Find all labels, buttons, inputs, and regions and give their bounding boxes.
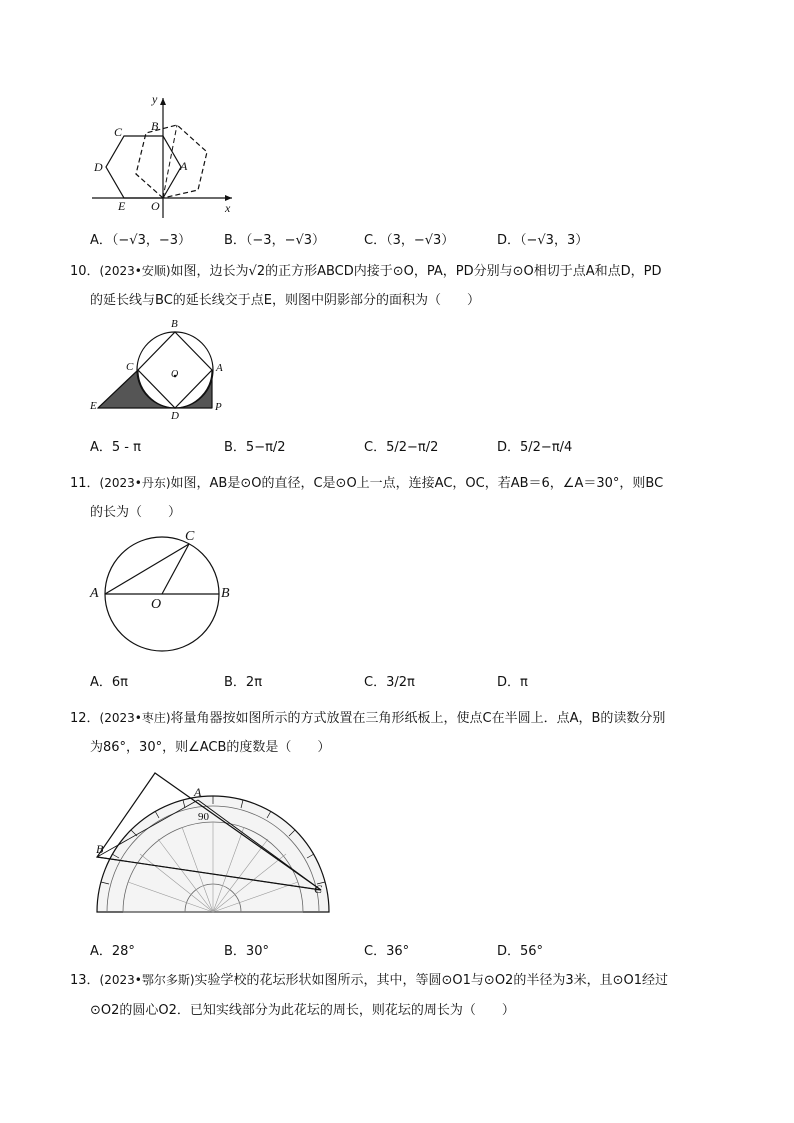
q10-option-d[interactable]: D．5/2−π/4 <box>497 440 573 455</box>
q12-label-mark: 90 <box>198 811 209 823</box>
q12-label-B: B <box>96 842 104 856</box>
q10-label-A: A <box>216 362 223 374</box>
q12-label-C: C <box>314 882 323 896</box>
q9-option-d[interactable]: D．（−√3，3） <box>497 233 589 248</box>
q11-option-a[interactable]: A．6π <box>90 675 128 690</box>
q11-option-c[interactable]: C．3/2π <box>364 675 415 690</box>
q10-option-c[interactable]: C．5/2−π/2 <box>364 440 439 455</box>
q9-option-a[interactable]: A．（−√3，−3） <box>90 233 192 248</box>
q10-option-b[interactable]: B．5−π/2 <box>224 440 286 455</box>
q10-label-D: D <box>171 410 179 422</box>
q11-option-b[interactable]: B．2π <box>224 675 263 690</box>
q11-option-d[interactable]: D．π <box>497 675 528 690</box>
q9-label-A: A <box>180 159 188 173</box>
q12-option-c[interactable]: C．36° <box>364 944 410 959</box>
q10-line2: 的延长线与BC的延长线交于点E，则图中阴影部分的面积为（ ） <box>90 293 480 308</box>
q13-line2: ⊙O2的圆心O2．已知实线部分为此花坛的周长，则花坛的周长为（ ） <box>90 1003 515 1018</box>
q10-label-O: O <box>171 369 179 380</box>
q11-number: 11． <box>70 476 100 491</box>
q9-label-y: y <box>152 92 158 106</box>
q11-label-B: B <box>221 586 230 601</box>
q12-line2: 为86°，30°，则∠ACB的度数是（ ） <box>90 740 331 755</box>
q12-text-1: 将量角器按如图所示的方式放置在三角形纸板上，使点C在半圆上．点A，B的读数分别 <box>170 711 666 726</box>
q9-label-E: E <box>118 199 126 213</box>
q10-label-B: B <box>171 318 178 330</box>
q12-number: 12． <box>70 711 100 726</box>
q10-label-P: P <box>215 401 222 413</box>
q9-label-D: D <box>94 160 103 174</box>
q12-option-b[interactable]: B．30° <box>224 944 269 959</box>
q11-label-A: A <box>90 586 99 601</box>
q10-number: 10． <box>70 264 100 279</box>
q11-label-O: O <box>151 597 162 612</box>
q12-label-A: A <box>194 785 202 799</box>
q13-text-1: 实验学校的花坛形状如图所示，其中，等圆⊙O1与⊙O2的半径为3米，且⊙O1经过 <box>194 973 668 988</box>
q9-label-O: O <box>151 199 160 213</box>
q10-label-E: E <box>90 400 97 412</box>
q13-line1 <box>70 971 668 990</box>
q9-label-B: B <box>151 119 159 133</box>
q10-text-1: 如图，边长为√2的正方形ABCD内接于⊙O，PA，PD分别与⊙O相切于点A和点D，PD <box>170 264 662 279</box>
q13-number: 13． <box>70 973 100 988</box>
q9-option-b[interactable]: B．（−3，−√3） <box>224 233 326 248</box>
q11-line2: 的长为（ ） <box>90 505 182 520</box>
q12-option-d[interactable]: D．56° <box>497 944 544 959</box>
q9-label-C: C <box>114 125 123 139</box>
q11-label-C: C <box>185 529 195 544</box>
q10-source: (2023•安顺) <box>99 264 171 278</box>
q10-label-C: C <box>126 361 134 373</box>
q13-source: (2023•鄂尔多斯) <box>99 973 195 987</box>
q9-option-c[interactable]: C．（3，−√3） <box>364 233 455 248</box>
q9-label-x: x <box>225 201 231 215</box>
q11-source: (2023•丹东) <box>99 476 171 490</box>
q11-text-1: 如图，AB是⊙O的直径，C是⊙O上一点，连接AC，OC，若AB＝6，∠A＝30°，则BC <box>170 476 664 491</box>
q12-source: (2023•枣庄) <box>99 711 171 725</box>
q12-option-a[interactable]: A．28° <box>90 944 135 959</box>
q10-option-a[interactable]: A．5 - π <box>90 440 141 455</box>
